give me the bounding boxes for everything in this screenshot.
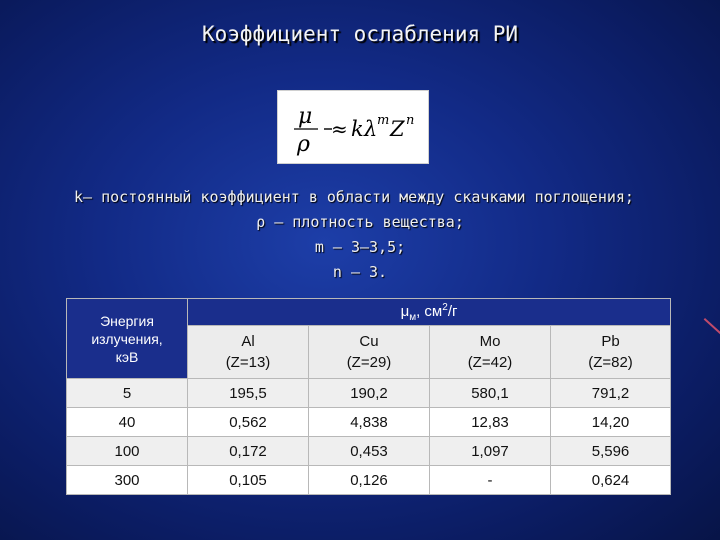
- value-cell: 5,596: [551, 437, 671, 466]
- value-cell: 0,562: [188, 408, 309, 437]
- energy-cell: 300: [67, 466, 188, 495]
- energy-header-line2: излучения,: [91, 330, 163, 347]
- description-n: n – 3.: [332, 263, 388, 281]
- table-row: [67, 466, 671, 495]
- mu-symbol: μ: [400, 302, 410, 320]
- element-z: (Z=82): [588, 354, 633, 371]
- value-cell: 14,20: [551, 408, 671, 437]
- value-cell: 791,2: [551, 379, 671, 408]
- value-cell: 190,2: [309, 379, 430, 408]
- attenuation-table: [66, 298, 671, 495]
- formula-lambda: λ: [364, 117, 378, 141]
- formula-m: m: [377, 113, 390, 128]
- value-cell: 1,097: [430, 437, 551, 466]
- energy-cell: 5: [67, 379, 188, 408]
- element-symbol: Al: [241, 333, 255, 350]
- table-row: [67, 437, 671, 466]
- energy-cell: 100: [67, 437, 188, 466]
- formula-rho: ρ: [297, 132, 310, 157]
- mu-subscript: м: [409, 311, 417, 323]
- element-symbol: Mo: [479, 333, 501, 350]
- element-cu: [309, 326, 430, 379]
- formula-n: n: [406, 113, 415, 128]
- decorative-line: [704, 318, 720, 353]
- table-row: [67, 408, 671, 437]
- value-cell: 0,624: [551, 466, 671, 495]
- value-cell: 0,172: [188, 437, 309, 466]
- energy-header: [67, 299, 188, 379]
- value-cell: 0,453: [309, 437, 430, 466]
- description-m: m – 3–3,5;: [314, 238, 406, 256]
- element-al: [188, 326, 309, 379]
- element-z: (Z=13): [225, 354, 271, 371]
- energy-cell: 40: [67, 408, 188, 437]
- formula-Z: Z: [390, 117, 405, 141]
- mu-units-sup: 2: [442, 301, 448, 313]
- table-row: [67, 379, 671, 408]
- value-cell: -: [430, 466, 551, 495]
- value-cell: 12,83: [430, 408, 551, 437]
- formula-approx: ≈: [331, 117, 348, 141]
- value-cell: 580,1: [430, 379, 551, 408]
- formula-k: k: [351, 117, 364, 141]
- formula-mu: μ: [298, 104, 313, 129]
- element-z: (Z=29): [346, 354, 392, 371]
- value-cell: 195,5: [188, 379, 309, 408]
- element-mo: [430, 326, 551, 379]
- formula-box: [277, 90, 429, 164]
- description-k: k– постоянный коэффициент в области между скачками поглощения;: [74, 188, 634, 206]
- element-z: (Z=42): [467, 354, 513, 371]
- mu-units-tail: /г: [447, 302, 458, 320]
- description-rho: ρ – плотность вещества;: [256, 213, 464, 231]
- energy-header-line3: кэВ: [115, 348, 139, 365]
- element-pb: [551, 326, 671, 379]
- element-symbol: Pb: [601, 333, 620, 350]
- value-cell: 4,838: [309, 408, 430, 437]
- slide-title: Коэффициент ослабления РИ: [201, 22, 519, 46]
- element-symbol: Cu: [359, 333, 379, 350]
- attenuation-formula: [278, 91, 428, 163]
- energy-header-line1: Энергия: [100, 312, 154, 329]
- value-cell: 0,105: [188, 466, 309, 495]
- value-cell: 0,126: [309, 466, 430, 495]
- mu-units: , см: [416, 302, 443, 320]
- mu-header: [188, 299, 671, 326]
